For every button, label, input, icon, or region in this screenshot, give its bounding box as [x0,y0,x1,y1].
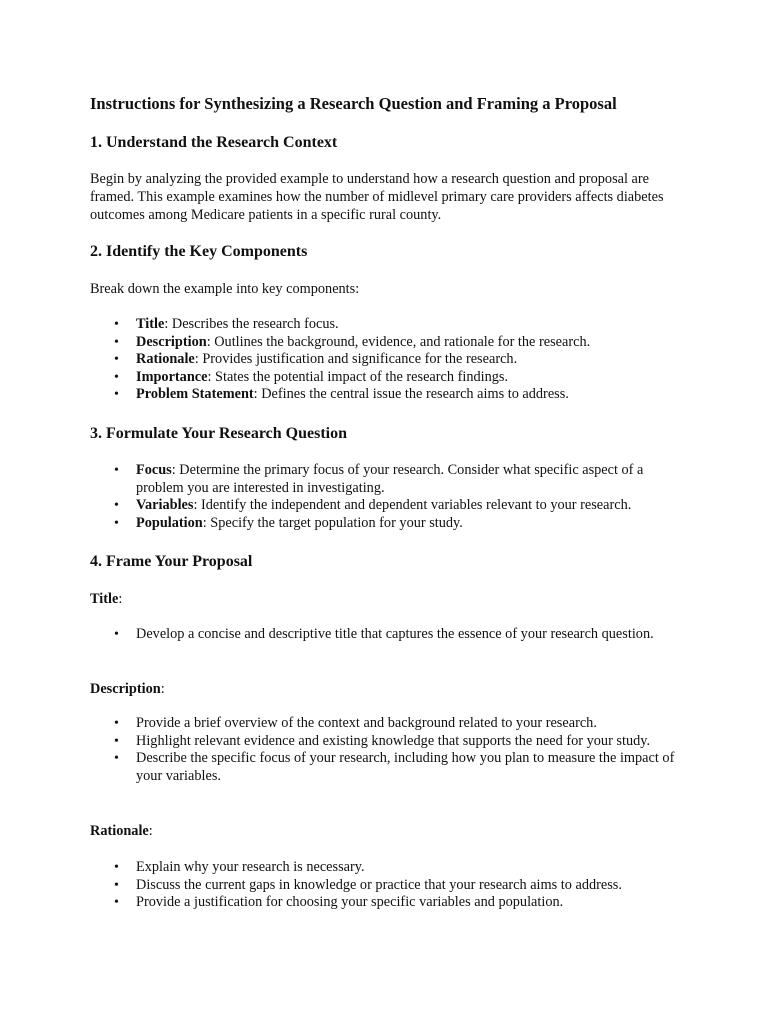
list-item [90,733,680,751]
bullet-icon: • [114,733,119,749]
section-1-paragraph: Begin by analyzing the provided example to understand how a research question and proposal are framed. This example examines how the number of midlevel primary care providers affects diabetes outcomes among Medicare patients in a specific rural county. [90,171,664,223]
list-item-text: : Outlines the background, evidence, and rationale for the research. [206,333,591,350]
list-item [90,334,680,352]
list-item-text: : Describes the research focus. [164,316,339,332]
list-item [90,462,680,497]
list-item-term: Problem Statement [136,386,254,403]
label-colon: : [160,681,165,697]
label-term: Rationale [90,823,149,839]
list-item [90,750,680,785]
bullet-icon: • [114,895,119,911]
rationale-block-label [90,822,153,840]
list-item [90,626,680,644]
list-item-text: : Determine the primary focus of your research. Consider what specific aspect of a problem you are interested in investigating. [136,462,644,496]
list-item-term: Variables [136,497,194,514]
list-item [90,351,680,369]
description-block-label [90,680,165,698]
list-item-text: : States the potential impact of the research findings. [207,368,509,385]
list-item-text: Provide a justification for choosing your specific variables and population. [136,894,564,911]
list-item [90,316,680,334]
list-item-text: Highlight relevant evidence and existing knowledge that supports the need for your study. [136,732,651,749]
list-item [90,894,680,912]
list-item-text: : Provides justification and significance for the research. [194,351,518,368]
list-item [90,515,680,533]
list-item-text: Discuss the current gaps in knowledge or practice that your research aims to address. [136,876,622,893]
list-item-term: Description [136,333,207,350]
description-block-list [90,715,680,785]
list-item-text: : Identify the independent and dependent variables relevant to your research. [193,497,632,514]
section-heading-1: 1. Understand the Research Context [90,134,338,151]
section-2-intro: Break down the example into key components: [90,281,360,297]
title-block-list [90,626,680,644]
label-term: Description [90,681,161,697]
bullet-icon: • [114,387,119,403]
list-item-text: Provide a brief overview of the context and background related to your research. [136,715,597,731]
bullet-icon: • [114,352,119,368]
list-item-term: Rationale [136,351,195,368]
list-item-text: Describe the specific focus of your research, including how you plan to measure the impact of your variables. [136,750,675,784]
list-item-text: Explain why your research is necessary. [136,859,365,875]
bullet-icon: • [114,498,119,514]
bullet-icon: • [114,317,119,332]
section-heading-4: 4. Frame Your Proposal [90,553,253,570]
bullet-icon: • [114,334,119,350]
list-item [90,386,680,404]
label-term: Title [90,591,119,607]
list-item-text: Develop a concise and descriptive title that captures the essence of your research question. [136,626,654,642]
bullet-icon: • [114,877,119,893]
title-block-label [90,590,122,608]
section-heading-2: 2. Identify the Key Components [90,243,308,260]
list-item [90,877,680,895]
list-item [90,859,680,877]
bullet-icon: • [114,751,119,767]
label-colon: : [118,591,123,607]
bullet-icon: • [114,860,119,875]
rationale-block-list [90,859,680,912]
list-item-text: : Specify the target population for your study. [202,514,463,531]
bullet-icon: • [114,369,119,385]
list-item [90,369,680,387]
bullet-icon: • [114,463,119,478]
section-heading-3: 3. Formulate Your Research Question [90,425,348,442]
document-title: Instructions for Synthesizing a Research Question and Framing a Proposal [90,94,617,113]
label-colon: : [148,823,153,839]
list-item [90,497,680,515]
key-components-list [90,316,680,404]
list-item-term: Title [136,316,165,332]
list-item [90,715,680,733]
bullet-icon: • [114,627,119,642]
list-item-term: Focus [136,462,172,478]
bullet-icon: • [114,515,119,531]
list-item-term: Population [136,514,203,531]
list-item-text: : Defines the central issue the research aims to address. [253,386,569,403]
research-question-list [90,462,680,532]
list-item-term: Importance [136,368,208,385]
bullet-icon: • [114,716,119,731]
